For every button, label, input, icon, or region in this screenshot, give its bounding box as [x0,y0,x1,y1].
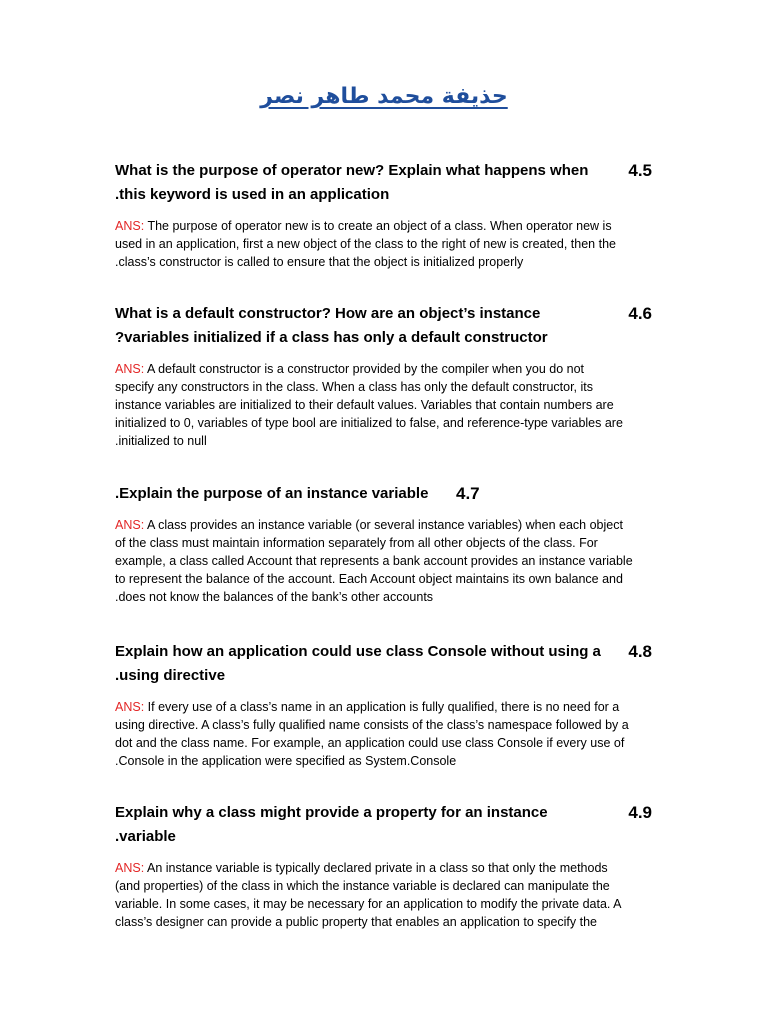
answer-line: .does not know the balances of the bank’s other accounts [115,590,434,604]
answer-text [115,698,652,770]
answer-line [115,217,652,235]
question-line: .this keyword is used in an application [115,186,390,203]
answer-first-line: An instance variable is typically declared private in a class so that only the methods [146,861,608,875]
answer-line [115,859,652,877]
answer-text [115,217,652,271]
answer-line: .Console in the application were specified as System.Console [115,754,457,768]
answer-line: to represent the balance of the account. Each Account object maintains its own balance and [115,572,623,586]
question-heading [115,302,652,350]
question-heading [115,801,652,849]
question-block-4-8 [115,640,652,770]
question-heading [115,159,652,207]
answer-text [115,859,652,931]
author-name-title: حذيفة محمد طاهر نصر [260,84,508,109]
answer-line: initialized to 0, variables of type bool are initialized to false, and reference-type variables are [115,416,623,430]
question-block-4-5 [115,159,652,271]
question-text [115,640,622,688]
answer-text [115,360,652,450]
question-heading [115,482,652,506]
answer-first-line: The purpose of operator new is to create an object of a class. When operator new is [147,219,612,233]
question-text [115,302,622,350]
answer-first-line: If every use of a class’s name in an application is fully qualified, there is no need for a [147,700,620,714]
question-number: 4.5 [628,161,652,180]
answer-line: example, a class called Account that represents a bank account provides an instance variable [115,554,633,568]
question-heading [115,640,652,688]
answer-line: using directive. A class’s fully qualified name consists of the class’s namespace followed by a [115,718,629,732]
ans-label: ANS: [115,219,145,233]
question-line: .Explain the purpose of an instance variable [115,485,429,502]
ans-label: ANS: [115,700,145,714]
question-line: ?variables initialized if a class has only a default constructor [115,329,548,346]
answer-line: of the class must maintain information separately from all other objects of the class. For [115,536,598,550]
question-number: 4.7 [456,484,480,503]
answer-line: used in an application, first a new object of the class to the right of new is created, then the [115,237,616,251]
question-text [115,482,652,506]
question-number: 4.8 [628,642,652,661]
answer-line: instance variables are initialized to their default values. Variables that contain numbers are [115,398,614,412]
answer-line: .class’s constructor is called to ensure that the object is initialized properly [115,255,524,269]
question-text [115,159,622,207]
ans-label: ANS: [115,861,145,875]
answer-line: (and properties) of the class in which the instance variable is declared can manipulate the [115,879,610,893]
question-line: What is the purpose of operator new? Explain what happens when [115,162,589,179]
answer-line: .initialized to null [115,434,207,448]
answer-first-line: A default constructor is a constructor provided by the compiler when you do not [146,362,585,376]
question-line: .using directive [115,667,226,684]
question-text [115,801,622,849]
ans-label: ANS: [115,362,145,376]
question-number: 4.9 [628,803,652,822]
question-line: What is a default constructor? How are an object’s instance [115,305,541,322]
question-block-4-6 [115,302,652,450]
answer-line: specify any constructors in the class. When a class has only the default constructor, its [115,380,594,394]
question-line: .variable [115,828,176,845]
answer-line [115,360,652,378]
answer-text [115,516,652,606]
answer-first-line: A class provides an instance variable (or several instance variables) when each object [146,518,623,532]
question-block-4-9 [115,801,652,931]
answer-line: dot and the class name. For example, an application could use class Console if every use of [115,736,625,750]
question-line: Explain how an application could use class Console without using a [115,643,601,660]
question-number: 4.6 [628,304,652,323]
answer-line [115,698,652,716]
ans-label: ANS: [115,518,145,532]
answer-line [115,516,652,534]
answer-line: class’s designer can provide a public property that enables an application to specify the [115,915,598,929]
answer-line: variable. In some cases, it may be necessary for an application to modify the private data. A [115,897,622,911]
question-block-4-7 [115,482,652,606]
question-line: Explain why a class might provide a property for an instance [115,804,548,821]
